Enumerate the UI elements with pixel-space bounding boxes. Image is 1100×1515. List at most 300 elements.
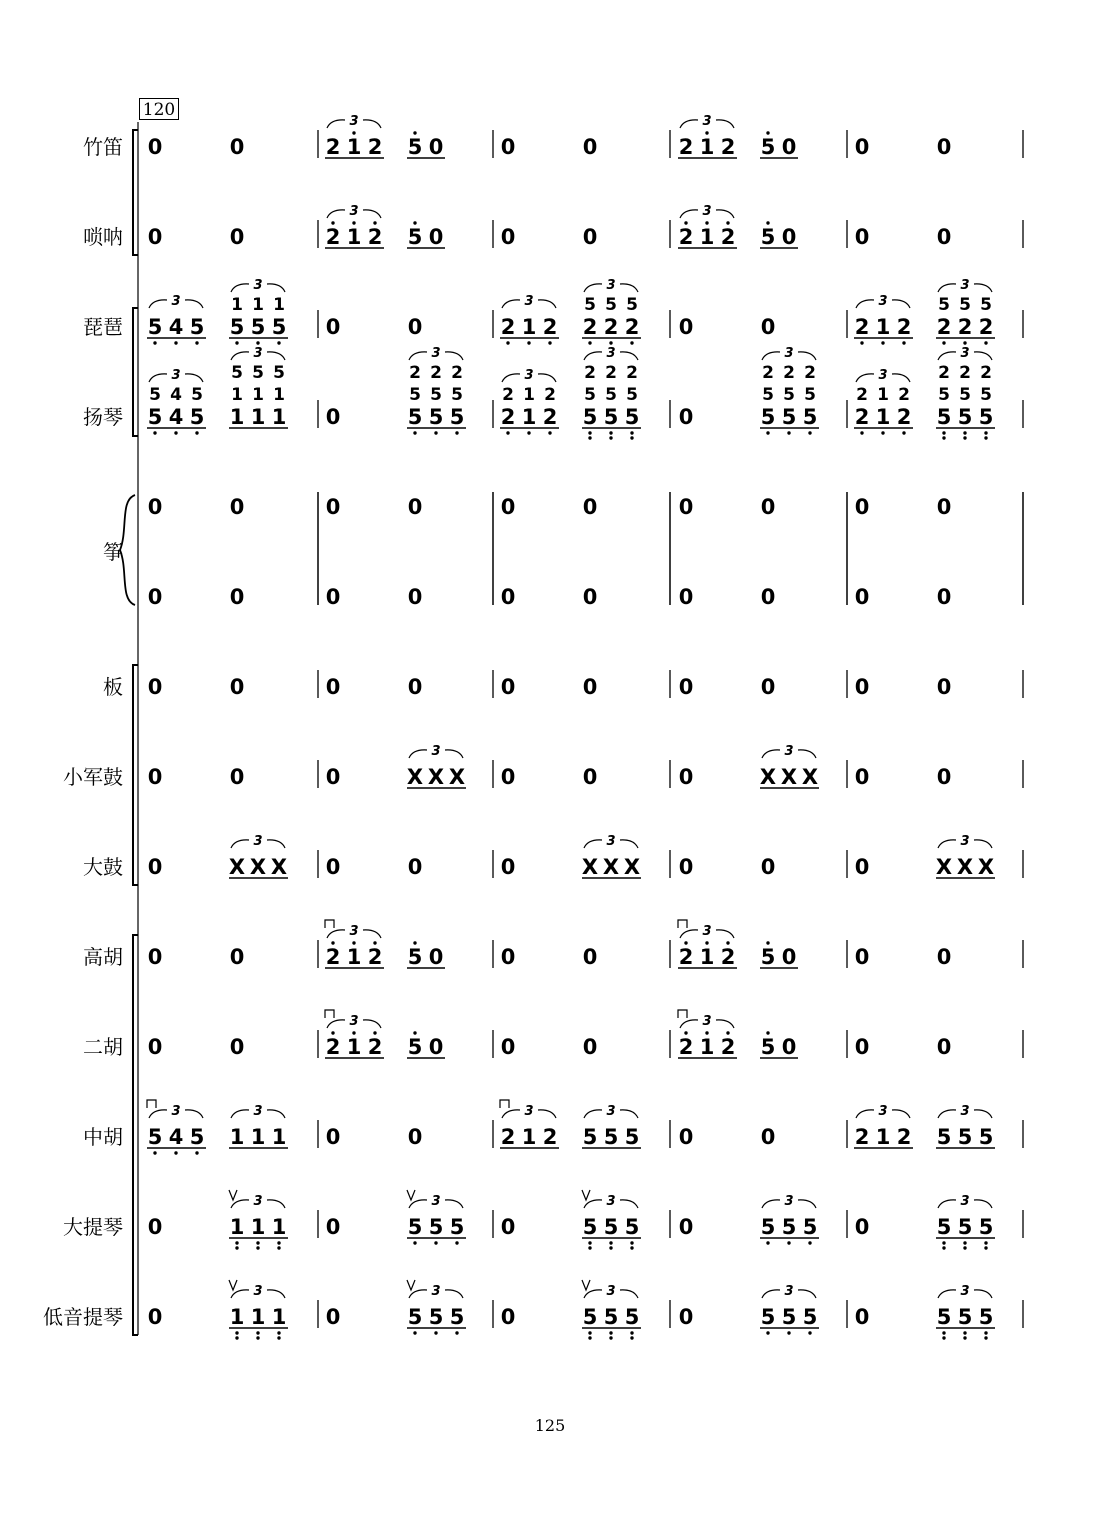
triplet-arc <box>716 210 734 218</box>
note: 0 <box>428 135 444 159</box>
octave-dot <box>963 1246 966 1249</box>
triplet-arc <box>762 1200 780 1208</box>
note: 5 <box>957 1305 973 1329</box>
triplet-arc <box>620 1200 638 1208</box>
octave-dot <box>548 341 551 344</box>
rest-zero: 0 <box>147 1305 163 1329</box>
rest-zero: 0 <box>582 135 598 159</box>
note: 5 <box>781 405 797 429</box>
octave-dot <box>256 1336 259 1339</box>
triplet-number: 3 <box>878 368 888 383</box>
instrument-name: 大鼓 <box>83 855 123 879</box>
triplet-arc <box>445 352 463 360</box>
note: 1 <box>521 315 537 339</box>
octave-dot <box>352 131 355 134</box>
triplet-arc <box>680 120 698 128</box>
triplet-arc <box>267 1110 285 1118</box>
note: 5 <box>250 315 266 339</box>
note: 1 <box>699 225 715 249</box>
triplet-number: 3 <box>349 1014 359 1029</box>
octave-dot <box>630 436 633 439</box>
rest-zero: 0 <box>325 315 341 339</box>
octave-dot <box>413 431 416 434</box>
rest-zero: 0 <box>325 1125 341 1149</box>
triplet-arc <box>409 750 427 758</box>
triplet-number: 3 <box>960 1104 970 1119</box>
triplet-arc <box>974 840 992 848</box>
triplet-number: 3 <box>606 278 616 293</box>
note: 1 <box>521 405 537 429</box>
octave-dot <box>609 341 612 344</box>
chord-note: 2 <box>584 363 596 383</box>
triplet-arc <box>892 1110 910 1118</box>
triplet-arc <box>538 374 556 382</box>
rest-zero: 0 <box>678 495 694 519</box>
rest-zero: 0 <box>147 225 163 249</box>
octave-dot <box>766 1031 769 1034</box>
note: 1 <box>250 1125 266 1149</box>
note: 1 <box>699 135 715 159</box>
triplet-number: 3 <box>702 1014 712 1029</box>
note: 4 <box>168 405 184 429</box>
note: 5 <box>449 405 465 429</box>
rest-zero: 0 <box>678 1215 694 1239</box>
rest-zero: 0 <box>678 675 694 699</box>
rest-zero: 0 <box>500 1305 516 1329</box>
triplet-number: 3 <box>878 1104 888 1119</box>
octave-dot <box>413 1031 416 1034</box>
triplet-arc <box>892 374 910 382</box>
staff-row <box>83 920 1023 969</box>
note: 1 <box>229 1215 245 1239</box>
rest-zero: 0 <box>582 495 598 519</box>
chord-note: 4 <box>170 385 182 405</box>
note: 5 <box>760 1035 776 1059</box>
rest-zero: 0 <box>760 495 776 519</box>
chord-note: 5 <box>273 363 285 383</box>
rest-zero: 0 <box>407 495 423 519</box>
triplet-arc <box>445 1200 463 1208</box>
chord-note: 5 <box>626 295 638 315</box>
note: 2 <box>500 315 516 339</box>
rest-zero: 0 <box>678 855 694 879</box>
note: 1 <box>521 1125 537 1149</box>
note: 5 <box>582 1125 598 1149</box>
octave-dot <box>705 221 708 224</box>
note: 2 <box>896 315 912 339</box>
chord-note: 2 <box>804 363 816 383</box>
rest-zero: 0 <box>678 765 694 789</box>
note: 2 <box>624 315 640 339</box>
note: 0 <box>428 1035 444 1059</box>
octave-dot <box>705 131 708 134</box>
staff-row <box>83 834 1023 879</box>
rest-zero: 0 <box>500 765 516 789</box>
note: X <box>602 855 620 879</box>
octave-dot <box>506 431 509 434</box>
note: 5 <box>978 1125 994 1149</box>
octave-dot <box>373 941 376 944</box>
rest-zero: 0 <box>407 1125 423 1149</box>
rest-zero: 0 <box>582 765 598 789</box>
note: 5 <box>449 1215 465 1239</box>
triplet-number: 3 <box>524 1104 534 1119</box>
rest-zero: 0 <box>147 945 163 969</box>
note: 5 <box>147 405 163 429</box>
note: 1 <box>346 945 362 969</box>
octave-dot <box>609 431 612 434</box>
note: 2 <box>720 225 736 249</box>
triplet-arc <box>974 1110 992 1118</box>
octave-dot <box>609 1331 612 1334</box>
rest-zero: 0 <box>325 495 341 519</box>
octave-dot <box>766 221 769 224</box>
octave-dot <box>787 431 790 434</box>
chord-note: 5 <box>980 295 992 315</box>
triplet-number: 3 <box>606 346 616 361</box>
note: 1 <box>875 405 891 429</box>
octave-dot <box>277 341 280 344</box>
instrument-name: 筝 <box>103 540 123 564</box>
note: 5 <box>428 405 444 429</box>
note: 2 <box>978 315 994 339</box>
octave-dot <box>808 431 811 434</box>
triplet-arc <box>620 352 638 360</box>
note: X <box>801 765 819 789</box>
triplet-number: 3 <box>784 1284 794 1299</box>
chord-note: 2 <box>544 385 556 405</box>
rest-zero: 0 <box>936 135 952 159</box>
octave-dot <box>153 1151 156 1154</box>
instrument-name: 琵琶 <box>83 315 123 339</box>
chord-note: 5 <box>430 385 442 405</box>
triplet-number: 3 <box>524 368 534 383</box>
octave-dot <box>881 431 884 434</box>
triplet-arc <box>938 352 956 360</box>
octave-dot <box>548 431 551 434</box>
down-bow-mark <box>500 1100 509 1108</box>
octave-dot <box>984 1336 987 1339</box>
triplet-arc <box>584 352 602 360</box>
staff-row <box>83 278 1023 345</box>
chord-note: 2 <box>502 385 514 405</box>
octave-dot <box>195 431 198 434</box>
chord-note: 2 <box>898 385 910 405</box>
rest-zero: 0 <box>854 765 870 789</box>
octave-dot <box>174 431 177 434</box>
note: 5 <box>407 405 423 429</box>
note: 2 <box>542 315 558 339</box>
rest-zero: 0 <box>854 1035 870 1059</box>
triplet-arc <box>231 1200 249 1208</box>
rest-zero: 0 <box>147 495 163 519</box>
note: 1 <box>875 315 891 339</box>
rest-zero: 0 <box>854 945 870 969</box>
rest-zero: 0 <box>854 855 870 879</box>
triplet-arc <box>185 374 203 382</box>
triplet-number: 3 <box>606 1194 616 1209</box>
up-bow-mark <box>582 1280 590 1290</box>
rest-zero: 0 <box>854 675 870 699</box>
octave-dot <box>630 1241 633 1244</box>
triplet-arc <box>716 930 734 938</box>
up-bow-mark <box>407 1280 415 1290</box>
octave-dot <box>174 341 177 344</box>
octave-dot <box>588 1336 591 1339</box>
rest-zero: 0 <box>500 675 516 699</box>
note: 1 <box>229 1305 245 1329</box>
octave-dot <box>860 431 863 434</box>
chord-note: 2 <box>980 363 992 383</box>
group-bracket <box>133 935 138 1335</box>
triplet-number: 3 <box>960 346 970 361</box>
triplet-arc <box>680 210 698 218</box>
octave-dot <box>902 431 905 434</box>
note: 5 <box>802 405 818 429</box>
octave-dot <box>235 1331 238 1334</box>
chord-note: 5 <box>584 385 596 405</box>
triplet-arc <box>716 1020 734 1028</box>
note: 2 <box>542 405 558 429</box>
note: X <box>270 855 288 879</box>
rest-zero: 0 <box>500 1215 516 1239</box>
triplet-arc <box>231 1290 249 1298</box>
octave-dot <box>984 1246 987 1249</box>
note: 5 <box>147 1125 163 1149</box>
chord-note: 2 <box>430 363 442 383</box>
chord-note: 5 <box>762 385 774 405</box>
octave-dot <box>705 941 708 944</box>
rest-zero: 0 <box>678 315 694 339</box>
rest-zero: 0 <box>936 1035 952 1059</box>
triplet-arc <box>445 750 463 758</box>
triplet-arc <box>363 210 381 218</box>
rest-zero: 0 <box>760 855 776 879</box>
octave-dot <box>256 1246 259 1249</box>
octave-dot <box>766 1331 769 1334</box>
note: 5 <box>189 1125 205 1149</box>
triplet-arc <box>267 1290 285 1298</box>
triplet-arc <box>267 840 285 848</box>
octave-dot <box>455 431 458 434</box>
octave-dot <box>942 341 945 344</box>
note: 1 <box>875 1125 891 1149</box>
note: 5 <box>624 1305 640 1329</box>
instrument-name: 高胡 <box>83 945 123 969</box>
chord-note: 2 <box>959 363 971 383</box>
rest-zero: 0 <box>500 1035 516 1059</box>
octave-dot <box>527 341 530 344</box>
note: 0 <box>781 945 797 969</box>
note: 2 <box>896 1125 912 1149</box>
note: 5 <box>407 225 423 249</box>
note: 2 <box>854 1125 870 1149</box>
note: 5 <box>603 1215 619 1239</box>
note: 5 <box>781 1305 797 1329</box>
note: X <box>935 855 953 879</box>
octave-dot <box>277 1331 280 1334</box>
chord-note: 5 <box>783 385 795 405</box>
triplet-arc <box>892 300 910 308</box>
note: 2 <box>678 225 694 249</box>
rest-zero: 0 <box>147 855 163 879</box>
triplet-arc <box>538 1110 556 1118</box>
triplet-number: 3 <box>702 924 712 939</box>
triplet-arc <box>620 1110 638 1118</box>
note: 0 <box>781 1035 797 1059</box>
chord-note: 5 <box>191 385 203 405</box>
rest-zero: 0 <box>936 945 952 969</box>
note: 5 <box>936 1215 952 1239</box>
chord-note: 2 <box>605 363 617 383</box>
staff-row <box>103 670 1023 699</box>
triplet-arc <box>938 840 956 848</box>
triplet-number: 3 <box>960 1284 970 1299</box>
note: X <box>427 765 445 789</box>
triplet-arc <box>584 1200 602 1208</box>
triplet-arc <box>327 930 345 938</box>
triplet-number: 3 <box>606 1104 616 1119</box>
note: 5 <box>603 1305 619 1329</box>
note: X <box>977 855 995 879</box>
octave-dot <box>331 941 334 944</box>
instrument-name: 低音提琴 <box>43 1305 123 1329</box>
note: 2 <box>957 315 973 339</box>
triplet-number: 3 <box>253 1194 263 1209</box>
rest-zero: 0 <box>936 765 952 789</box>
note: 5 <box>978 1215 994 1239</box>
triplet-number: 3 <box>349 114 359 129</box>
up-bow-mark <box>229 1280 237 1290</box>
triplet-number: 3 <box>960 1194 970 1209</box>
octave-dot <box>256 1241 259 1244</box>
octave-dot <box>942 1241 945 1244</box>
chord-note: 5 <box>626 385 638 405</box>
note: X <box>623 855 641 879</box>
note: 1 <box>250 1305 266 1329</box>
octave-dot <box>684 1031 687 1034</box>
note: 2 <box>367 945 383 969</box>
triplet-number: 3 <box>253 1104 263 1119</box>
note: 5 <box>760 1215 776 1239</box>
rest-zero: 0 <box>760 315 776 339</box>
note: 5 <box>978 1305 994 1329</box>
chord-note: 5 <box>252 363 264 383</box>
triplet-number: 3 <box>253 1284 263 1299</box>
rest-zero: 0 <box>678 1125 694 1149</box>
triplet-arc <box>584 840 602 848</box>
triplet-arc <box>680 1020 698 1028</box>
triplet-arc <box>584 284 602 292</box>
rest-zero: 0 <box>147 585 163 609</box>
note: 1 <box>229 405 245 429</box>
chord-note: 2 <box>451 363 463 383</box>
octave-dot <box>984 1241 987 1244</box>
octave-dot <box>630 1336 633 1339</box>
octave-dot <box>195 341 198 344</box>
rest-zero: 0 <box>854 1215 870 1239</box>
note: 5 <box>760 225 776 249</box>
triplet-arc <box>409 352 427 360</box>
note: 2 <box>500 405 516 429</box>
octave-dot <box>235 1336 238 1339</box>
triplet-arc <box>974 284 992 292</box>
octave-dot <box>942 1331 945 1334</box>
chord-note: 5 <box>584 295 596 315</box>
note: 2 <box>542 1125 558 1149</box>
octave-dot <box>373 1031 376 1034</box>
rest-zero: 0 <box>500 855 516 879</box>
note: 4 <box>168 1125 184 1149</box>
note: 1 <box>346 135 362 159</box>
triplet-arc <box>231 840 249 848</box>
note: 5 <box>428 1305 444 1329</box>
note: 5 <box>978 405 994 429</box>
octave-dot <box>153 431 156 434</box>
rest-zero: 0 <box>147 765 163 789</box>
rest-zero: 0 <box>229 765 245 789</box>
instrument-name: 板 <box>103 675 123 699</box>
triplet-number: 3 <box>431 744 441 759</box>
octave-dot <box>434 431 437 434</box>
octave-dot <box>808 1331 811 1334</box>
chord-note: 1 <box>523 385 535 405</box>
triplet-arc <box>149 300 167 308</box>
note: 2 <box>325 945 341 969</box>
note: 2 <box>367 1035 383 1059</box>
note: 1 <box>346 1035 362 1059</box>
page-number: 125 <box>534 1416 566 1435</box>
rest-zero: 0 <box>407 675 423 699</box>
triplet-arc <box>620 840 638 848</box>
triplet-number: 3 <box>171 1104 181 1119</box>
triplet-arc <box>762 1290 780 1298</box>
note: X <box>448 765 466 789</box>
note: 5 <box>781 1215 797 1239</box>
chord-note: 1 <box>252 295 264 315</box>
note: 5 <box>936 1125 952 1149</box>
octave-dot <box>413 1241 416 1244</box>
rest-zero: 0 <box>500 135 516 159</box>
note: X <box>406 765 424 789</box>
triplet-arc <box>231 284 249 292</box>
note: 5 <box>582 1215 598 1239</box>
note: 2 <box>720 135 736 159</box>
octave-dot <box>766 131 769 134</box>
note: 5 <box>957 1215 973 1239</box>
triplet-arc <box>798 750 816 758</box>
note: 2 <box>603 315 619 339</box>
rest-zero: 0 <box>325 405 341 429</box>
triplet-arc <box>938 1110 956 1118</box>
rest-zero: 0 <box>936 585 952 609</box>
triplet-number: 3 <box>431 1284 441 1299</box>
triplet-arc <box>938 1290 956 1298</box>
octave-dot <box>256 1331 259 1334</box>
note: 1 <box>250 405 266 429</box>
octave-dot <box>352 221 355 224</box>
octave-dot <box>373 221 376 224</box>
staff-row <box>63 744 1023 789</box>
rest-zero: 0 <box>229 135 245 159</box>
note: 2 <box>678 945 694 969</box>
octave-dot <box>153 341 156 344</box>
triplet-number: 3 <box>171 368 181 383</box>
octave-dot <box>609 1246 612 1249</box>
chord-note: 1 <box>877 385 889 405</box>
octave-dot <box>984 431 987 434</box>
staff-row <box>83 114 1023 159</box>
